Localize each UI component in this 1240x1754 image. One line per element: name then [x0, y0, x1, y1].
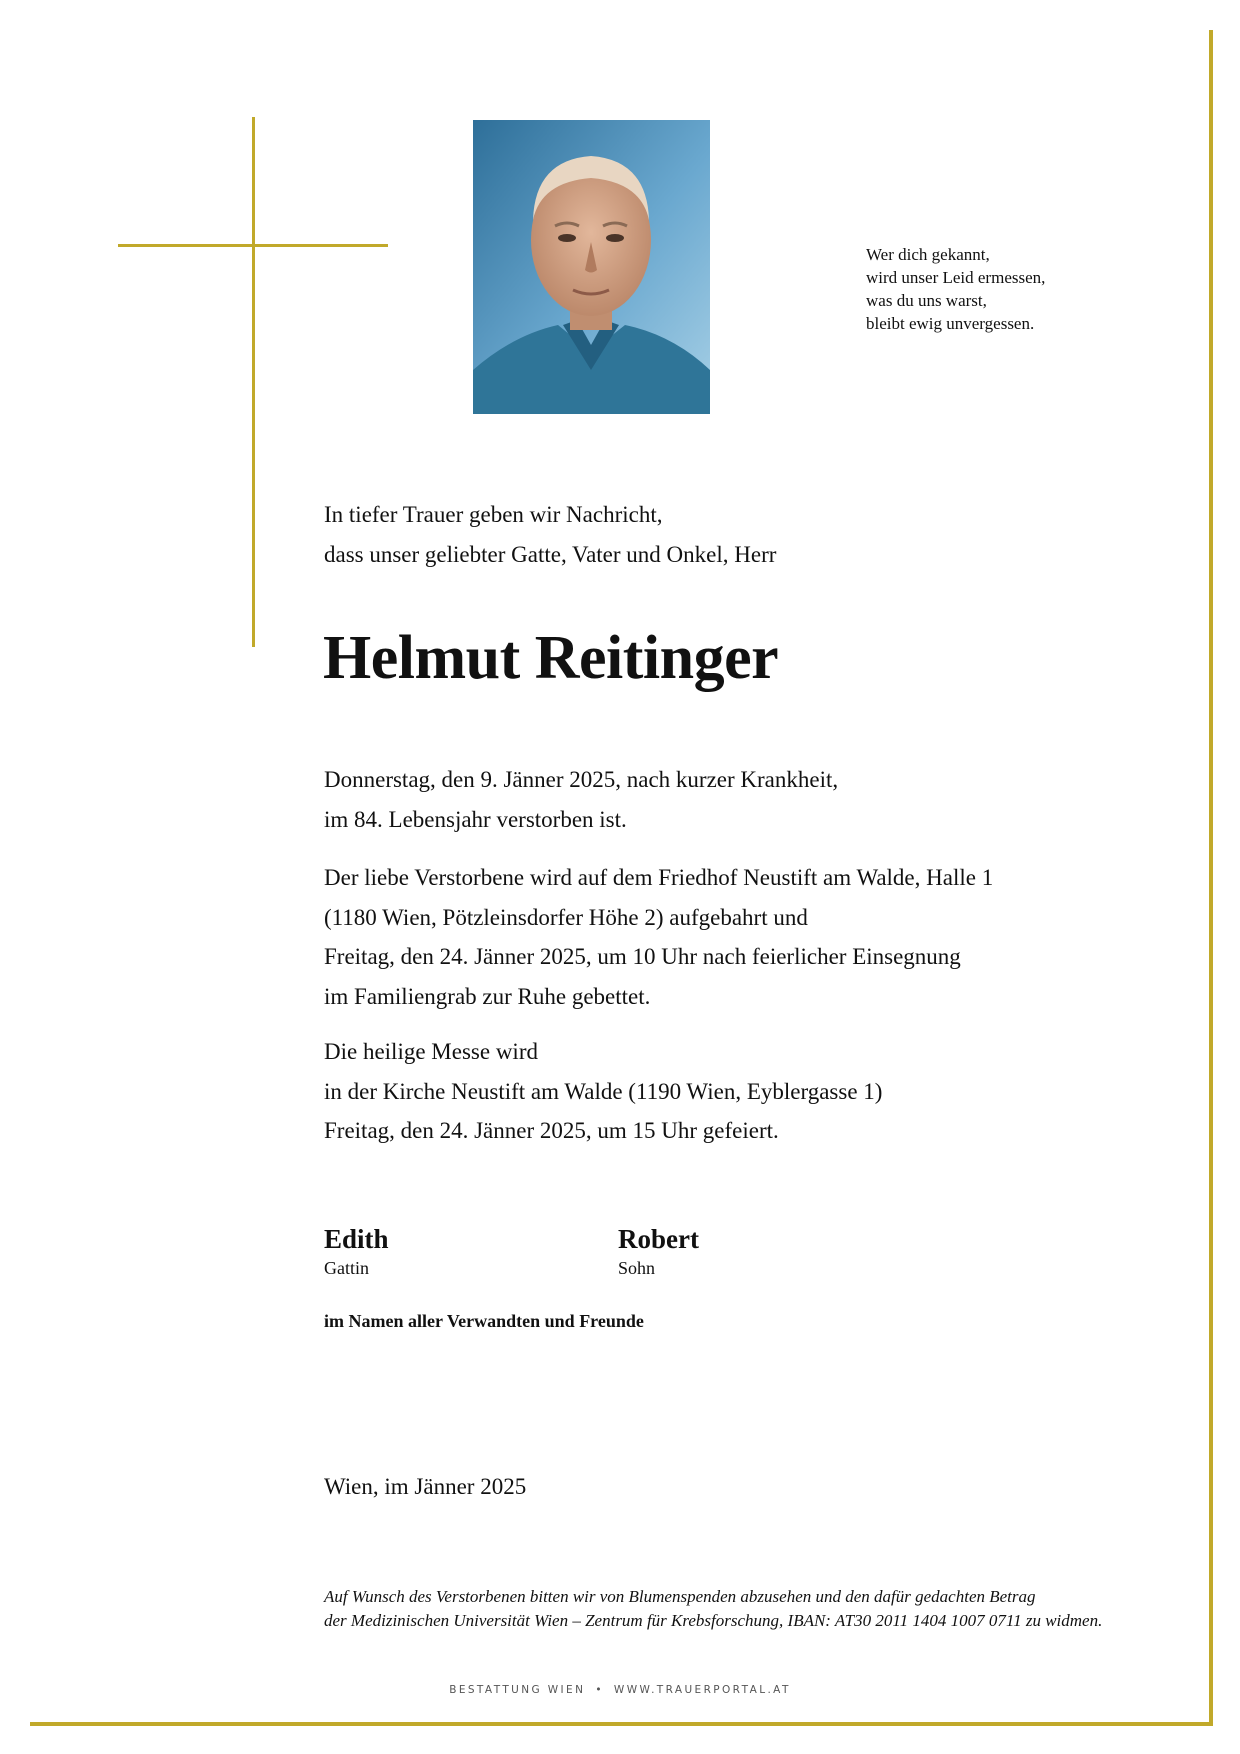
donation-note-line: der Medizinischen Universität Wien – Zentrum für Krebsforschung, IBAN: AT30 2011 1404 1007 0711 zu widmen.: [324, 1610, 1103, 1630]
mourner-name: Edith: [324, 1224, 389, 1254]
poem-line: bleibt ewig unvergessen.: [866, 314, 1035, 333]
frame-right-line: [1209, 30, 1213, 1725]
mass-paragraph: [324, 1032, 882, 1151]
cross-horizontal-bar: [118, 244, 388, 247]
cross-vertical-bar: [252, 117, 255, 647]
burial-line: Freitag, den 24. Jänner 2025, um 10 Uhr nach feierlicher Einsegnung: [324, 944, 961, 969]
mourner-relation: Sohn: [618, 1258, 656, 1278]
mass-line: Die heilige Messe wird: [324, 1039, 538, 1064]
footer-website-link[interactable]: WWW.TRAUERPORTAL.AT: [613, 1684, 791, 1696]
burial-line: Der liebe Verstorbene wird auf dem Friedhof Neustift am Walde, Halle 1: [324, 865, 994, 890]
death-notice-paragraph: [324, 760, 838, 839]
footer-company: BESTATTUNG WIEN: [449, 1684, 586, 1696]
mourner-edith: [324, 1222, 389, 1280]
footer: [0, 1684, 1240, 1696]
mass-line: Freitag, den 24. Jänner 2025, um 15 Uhr gefeiert.: [324, 1118, 779, 1143]
intro-line: In tiefer Trauer geben wir Nachricht,: [324, 502, 663, 527]
mass-line: in der Kirche Neustift am Walde (1190 Wien, Eyblergasse 1): [324, 1078, 883, 1104]
portrait-photo: [473, 120, 710, 414]
poem-verse: [866, 243, 1045, 335]
burial-paragraph: [324, 858, 993, 1016]
relatives-line: im Namen aller Verwandten und Freunde: [324, 1311, 644, 1331]
donation-note: [324, 1585, 1102, 1632]
poem-line: wird unser Leid ermessen,: [866, 268, 1046, 287]
mourner-name: Robert: [618, 1224, 699, 1254]
intro-paragraph: [324, 495, 776, 574]
frame-bottom-line: [30, 1722, 1213, 1726]
mourner-relation: Gattin: [324, 1258, 369, 1278]
place-date: Wien, im Jänner 2025: [324, 1474, 527, 1499]
burial-line: (1180 Wien, Pötzleinsdorfer Höhe 2) aufgebahrt und: [324, 904, 808, 930]
death-notice-line: Donnerstag, den 9. Jänner 2025, nach kurzer Krankheit,: [324, 767, 839, 792]
footer-separator: •: [595, 1684, 604, 1696]
death-notice-line: im 84. Lebensjahr verstorben ist.: [324, 806, 627, 832]
poem-line: Wer dich gekannt,: [866, 245, 990, 264]
poem-line: was du uns warst,: [866, 291, 987, 310]
intro-line: dass unser geliebter Gatte, Vater und Onkel, Herr: [324, 541, 777, 567]
burial-line: im Familiengrab zur Ruhe gebettet.: [324, 983, 651, 1009]
deceased-name: Helmut Reitinger: [323, 624, 779, 692]
donation-note-line: Auf Wunsch des Verstorbenen bitten wir von Blumenspenden abzusehen und den dafür gedachten Betrag: [324, 1587, 1036, 1606]
mourner-robert: [618, 1222, 699, 1280]
